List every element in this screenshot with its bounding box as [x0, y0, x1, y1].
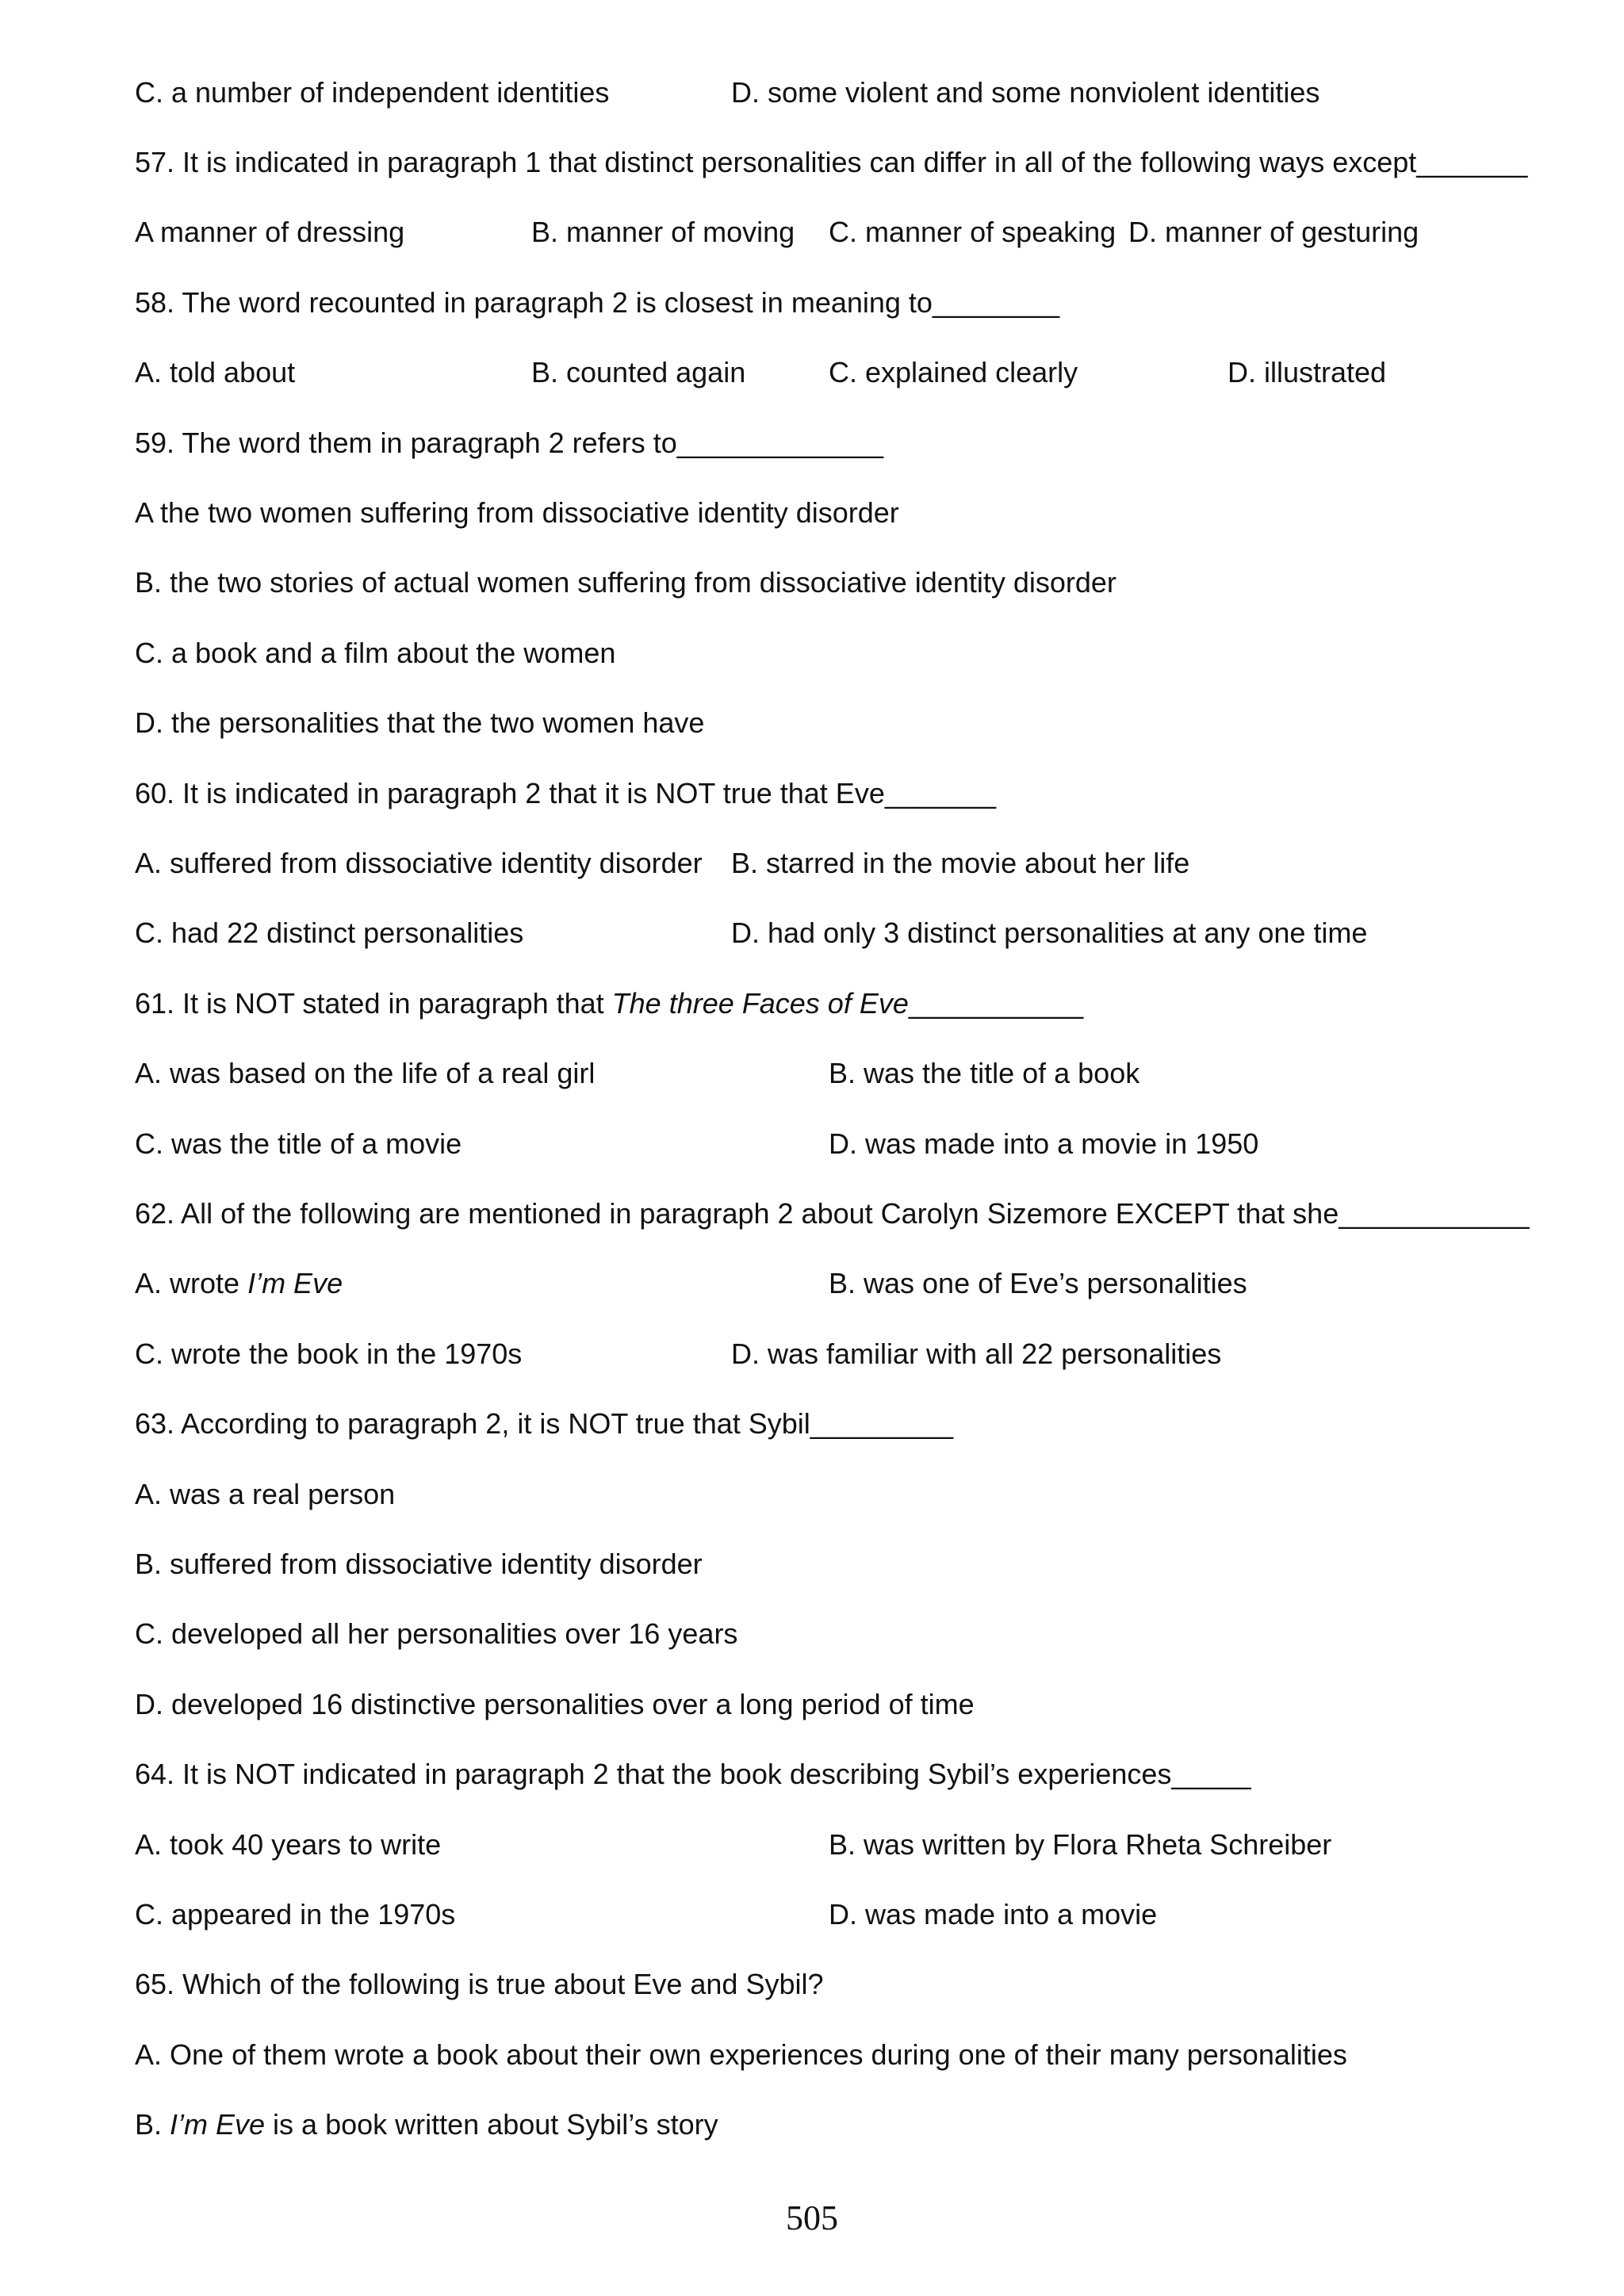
option-c: C. developed all her personalities over 16 years — [135, 1617, 738, 1650]
option-d: D. was made into a movie in 1950 — [829, 1127, 1259, 1160]
option-a: A. One of them wrote a book about their own experiences during one of their many personalities — [135, 2038, 1347, 2071]
option-b — [135, 2105, 718, 2145]
work-title: The three Faces of Eve — [611, 987, 909, 1020]
option-b: B. suffered from dissociative identity disorder — [135, 1548, 703, 1580]
option-text: is a book written about Sybil’s story — [265, 2108, 718, 2141]
option-b: B. counted again — [531, 356, 746, 388]
option-d: D. the personalities that the two women have — [135, 706, 705, 739]
option-d: D. illustrated — [1228, 356, 1387, 388]
question-64: 64. It is NOT indicated in paragraph 2 that the book describing Sybil’s experiences_____ — [135, 1758, 1251, 1790]
option-c: C. explained clearly — [829, 356, 1078, 388]
option-d: D. manner of gesturing — [1128, 216, 1419, 248]
option-a: A. was a real person — [135, 1478, 396, 1510]
option-a: A. suffered from dissociative identity disorder — [135, 847, 703, 879]
option-c: C. was the title of a movie — [135, 1127, 462, 1160]
option-a: A. took 40 years to write — [135, 1828, 442, 1861]
option-b: B. starred in the movie about her life — [731, 847, 1190, 879]
option-d: D. some violent and some nonviolent identities — [731, 76, 1320, 109]
option-c: C. appeared in the 1970s — [135, 1898, 456, 1931]
answer-blank: ___________ — [908, 987, 1084, 1020]
option-c: C. wrote the book in the 1970s — [135, 1337, 523, 1370]
option-d: D. had only 3 distinct personalities at any one time — [731, 916, 1368, 949]
question-62: 62. All of the following are mentioned in paragraph 2 about Carolyn Sizemore EXCEPT that she____________ — [135, 1197, 1530, 1230]
question-61 — [135, 984, 1083, 1024]
option-c: C. manner of speaking — [829, 216, 1116, 248]
work-title: I’m Eve — [247, 1267, 343, 1299]
option-d: D. developed 16 distinctive personalities over a long period of time — [135, 1688, 975, 1720]
question-60: 60. It is indicated in paragraph 2 that it is NOT true that Eve_______ — [135, 777, 996, 809]
option-a: A the two women suffering from dissociative identity disorder — [135, 496, 899, 529]
option-b: B. was the title of a book — [829, 1057, 1140, 1089]
option-c: C. a book and a film about the women — [135, 637, 616, 669]
option-b: B. was one of Eve’s personalities — [829, 1267, 1247, 1299]
question-65: 65. Which of the following is true about Eve and Sybil? — [135, 1968, 824, 2000]
option-a: A. was based on the life of a real girl — [135, 1057, 596, 1089]
option-d: D. was familiar with all 22 personalities — [731, 1337, 1222, 1370]
page-number: 505 — [786, 2198, 838, 2237]
option-b: B. the two stories of actual women suffering from dissociative identity disorder — [135, 566, 1116, 599]
question-59: 59. The word them in paragraph 2 refers to_____________ — [135, 427, 883, 459]
option-c: C. a number of independent identities — [135, 76, 610, 109]
option-text: A. wrote — [135, 1267, 248, 1299]
option-text: B. — [135, 2108, 170, 2141]
work-title: I’m Eve — [170, 2108, 266, 2141]
option-a: A. told about — [135, 356, 296, 388]
option-d: D. was made into a movie — [829, 1898, 1158, 1931]
option-a — [135, 1264, 343, 1303]
question-text: 61. It is NOT stated in paragraph that — [135, 987, 612, 1020]
option-b: B. manner of moving — [531, 216, 795, 248]
option-b: B. was written by Flora Rheta Schreiber — [829, 1828, 1332, 1861]
question-58: 58. The word recounted in paragraph 2 is closest in meaning to________ — [135, 286, 1060, 319]
question-63: 63. According to paragraph 2, it is NOT true that Sybil_________ — [135, 1407, 953, 1440]
option-c: C. had 22 distinct personalities — [135, 916, 524, 949]
option-a: A manner of dressing — [135, 216, 405, 248]
question-57: 57. It is indicated in paragraph 1 that distinct personalities can differ in all of the following ways except_______ — [135, 146, 1528, 178]
